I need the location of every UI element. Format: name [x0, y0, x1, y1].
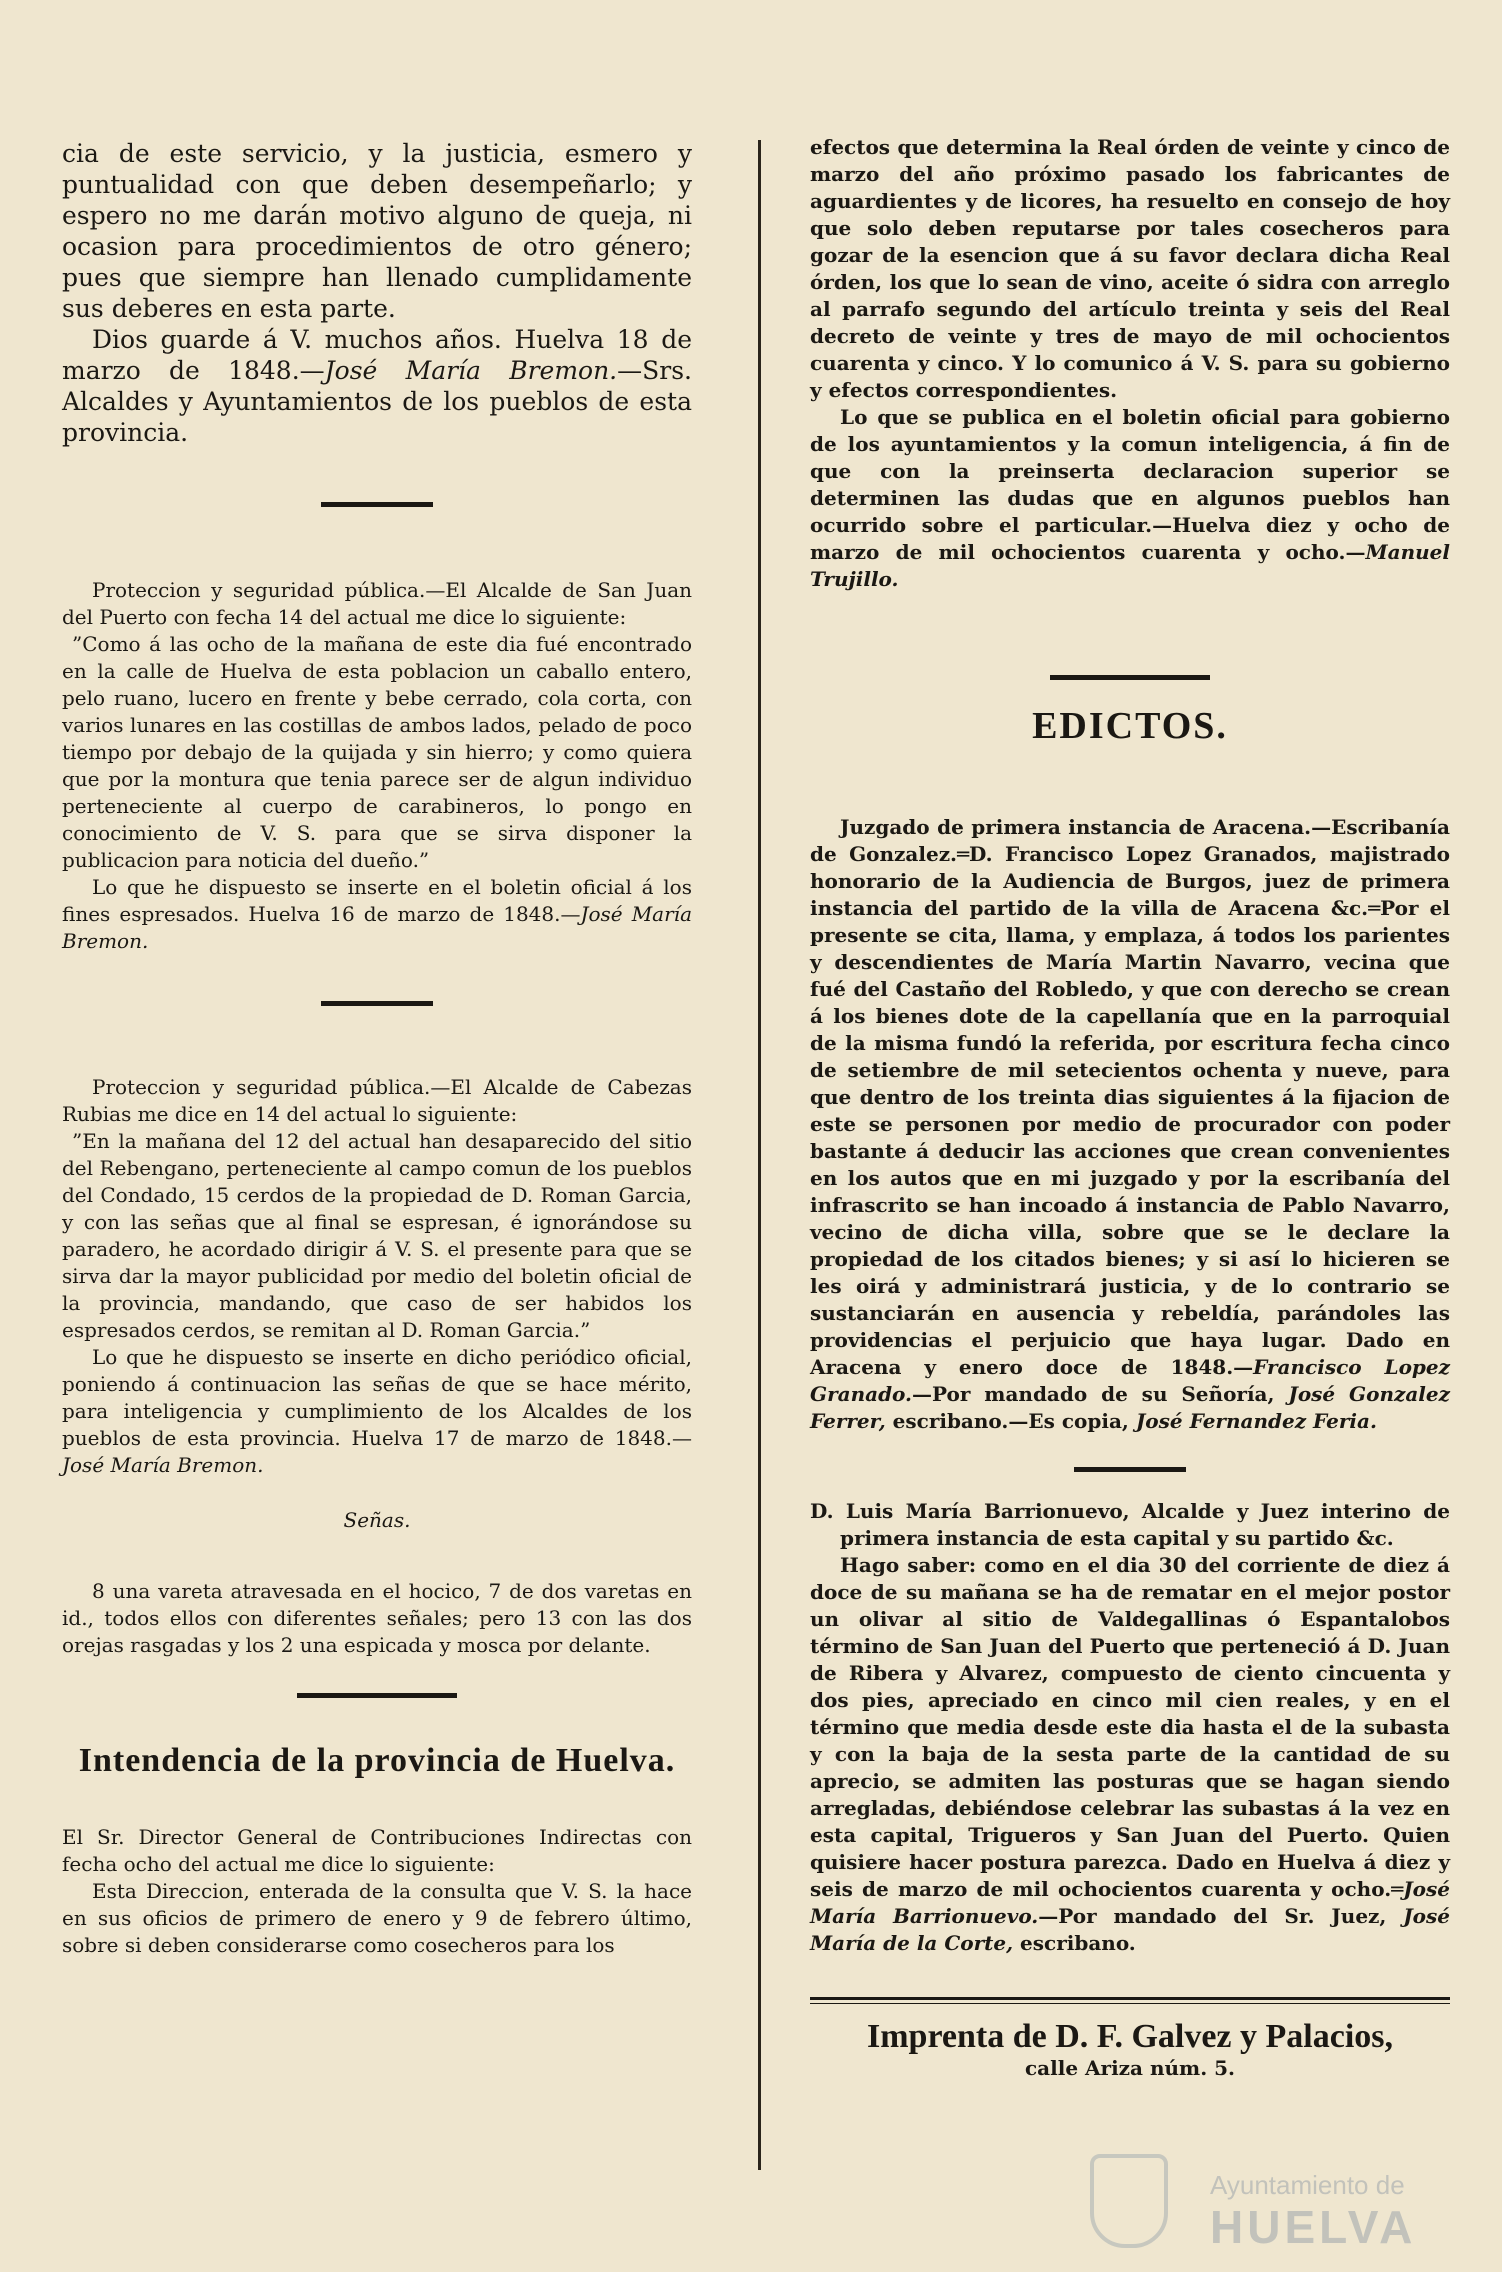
senas-heading: Señas.: [343, 1508, 411, 1532]
separator-rule: [1050, 675, 1210, 680]
notice-quote: ”Como á las ocho de la mañana de este dia fué encontrado en la calle de Huelva de esta poblacion un caballo entero, pelo ruano, lucero en frente y bebe cerrado, cola corta, con varios lunares en las costillas de ambos lados, pelado de poco tiempo por debajo de la quijada y sin hierro; y como quiera que por la montura que tenia parece ser de algun individuo perteneciente al cuerpo de carabineros, lo pongo en conocimiento de V. S. para que se sirva disponer la publicacion para noticia del dueño.”: [62, 632, 692, 872]
edicto-huelva-text: Hago saber: como en el dia 30 del corriente de diez á doce de su mañana se ha de rematar en el mejor postor un olivar al sitio de Valdegallinas ó Espantalobos término de San Juan del Puerto que perteneció á D. Juan de Ribera y Alvarez, compuesto de ciento cincuenta y dos pies, apreciado en cinco mil cien reales, y en el término que media desde este dia hasta el de la subasta y con la baja de la sesta parte de la cantidad de su aprecio, se admiten las posturas que se hagan siendo arregladas, debiéndose celebrar las subastas á la vez en esta capital, Trigueros y San Juan del Puerto. Quien quisiere hacer postura parezca. Dado en Huelva á diez y seis de marzo de mil ochocientos cuarenta y ocho.═José María Barrionuevo.—Por mandado del Sr. Juez, José María de la Corte, escribano.: [810, 1553, 1450, 1955]
notice-intro: Proteccion y seguridad pública.—El Alcalde de San Juan del Puerto con fecha 14 del actual me dice lo siguiente:: [62, 578, 692, 629]
archive-watermark: [1090, 2150, 1490, 2260]
signature-paragraph: Dios guarde á V. muchos años. Huelva 18 de marzo de 1848.—José María Bremon.—Srs. Alcaldes y Ayuntamientos de los pueblos de esta provincia.: [62, 325, 692, 447]
intendencia-text: Esta Direccion, enterada de la consulta que V. S. la hace en sus oficios de primero de enero y 9 de febrero último, sobre si deben considerarse como cosecheros para los: [62, 1879, 692, 1957]
edicto-huelva-head: D. Luis María Barrionuevo, Alcalde y Juez interino de primera instancia de esta capital y su partido &c.: [810, 1499, 1450, 1550]
publication-note: Lo que se publica en el boletin oficial para gobierno de los ayuntamientos y la comun inteligencia, á fin de que con la preinserta declaracion superior se determinen las dudas que en algunos pueblos han ocurrido sobre el particular.—Huelva diez y ocho de marzo de mil ochocientos cuarenta y ocho.—Manuel Trujillo.: [810, 405, 1450, 591]
coat-of-arms-icon: [1090, 2154, 1168, 2248]
edictos-title: EDICTOS.: [1032, 705, 1228, 747]
watermark-line2: HUELVA: [1210, 2201, 1417, 2253]
edicto-aracena: Juzgado de primera instancia de Aracena.—Escribanía de Gonzalez.═D. Francisco Lopez Granados, majistrado honorario de la Audiencia de Burgos, juez de primera instancia del partido de la villa de Aracena &c.═Por el presente se cita, llama, y emplaza, á todos los parientes y descendientes de María Martin Navarro, vecina que fué del Castaño del Robledo, y que con derecho se crean á los bienes dote de la capellanía que en la parroquial de la misma fundó la referida, por escritura fecha cinco de setiembre de mil setecientos ochenta y nueve, para que dentro de los treinta dias siguientes á la fijacion de este se personen por medio de procurador con poder bastante á deducir las acciones que crean convenientes en los autos que en mi juzgado y por la escribanía del infrascrito se han incoado á instancia de Pablo Navarro, vecino de dicha villa, sobre que se le declare la propiedad de los citados bienes; y si así lo hicieren se les oirá y administrará justicia, y de lo contrario se sustanciarán en ausencia y rebeldía, parándoles las providencias el perjuicio que haya lugar. Dado en Aracena y enero doce de 1848.—Francisco Lopez Granado.—Por mandado de su Señoría, José Gonzalez Ferrer, escribano.—Es copia, José Fernandez Feria.: [810, 815, 1450, 1433]
separator-rule: [321, 1001, 433, 1006]
section-title: Intendencia de la provincia de Huelva.: [78, 1742, 676, 1779]
separator-rule: [1074, 1467, 1186, 1472]
notice-intro: Proteccion y seguridad pública.—El Alcalde de Cabezas Rubias me dice en 14 del actual lo siguiente:: [62, 1075, 692, 1126]
footer-rule: [810, 1997, 1450, 2004]
notice-quote: ”En la mañana del 12 del actual han desaparecido del sitio del Rebengano, perteneciente al campo comun de los pueblos del Condado, 15 cerdos de la propiedad de D. Roman Garcia, y con las señas que al final se espresan, é ignorándose su paradero, he acordado dirigir á V. S. el presente para que se sirva dar la mayor publicidad por medio del boletin oficial de la provincia, mandando, que caso de ser habidos los espresados cerdos, se remitan al D. Roman Garcia.”: [62, 1129, 692, 1342]
continued-text: efectos que determina la Real órden de veinte y cinco de marzo del año próximo pasado los fabricantes de aguardientes y de licores, ha resuelto en consejo de hoy que solo deben reputarse por tales cosecheros para gozar de la esencion que á su favor declara dicha Real órden, los que lo sean de vino, aceite ó sidra con arreglo al parrafo segundo del artículo treinta y seis del Real decreto de veinte y tres de mayo de mil ochocientos cuarenta y cinco. Y lo comunico á V. S. para su gobierno y efectos correspondientes.: [810, 135, 1450, 402]
watermark-line1: Ayuntamiento de: [1210, 2170, 1405, 2200]
signature: José María Bremon.: [324, 356, 618, 385]
printer-address: calle Ariza núm. 5.: [1025, 2056, 1235, 2080]
senas-text: 8 una vareta atravesada en el hocico, 7 de dos varetas en id., todos ellos con diferentes señales; pero 13 con las dos orejas rasgadas y los 2 una espicada y mosca por delante.: [62, 1579, 692, 1657]
closing-paragraph: cia de este servicio, y la justicia, esmero y puntualidad con que deben desempeñarlo; y espero no me darán motivo alguno de queja, ni ocasion para procedimientos de otro género; pues que siempre han llenado cumplidamente sus deberes en esta parte.: [62, 139, 692, 323]
notice-closing: Lo que he dispuesto se inserte en dicho periódico oficial, poniendo á continuacion las señas de que se hace mérito, para inteligencia y cumplimiento de los Alcaldes de los pueblos de esta provincia. Huelva 17 de marzo de 1848.—José María Bremon.: [62, 1345, 692, 1477]
column-divider: [758, 140, 761, 2170]
separator-rule: [321, 502, 433, 507]
intendencia-intro: El Sr. Director General de Contribuciones Indirectas con fecha ocho del actual me dice lo siguiente:: [62, 1825, 692, 1876]
notice-closing: Lo que he dispuesto se inserte en el boletin oficial á los fines espresados. Huelva 16 de marzo de 1848.—José María Bremon.: [62, 875, 692, 953]
printer-name: Imprenta de D. F. Galvez y Palacios,: [866, 2018, 1394, 2055]
separator-rule: [297, 1693, 457, 1698]
right-column: [810, 134, 1450, 2080]
left-column: [62, 138, 692, 1959]
